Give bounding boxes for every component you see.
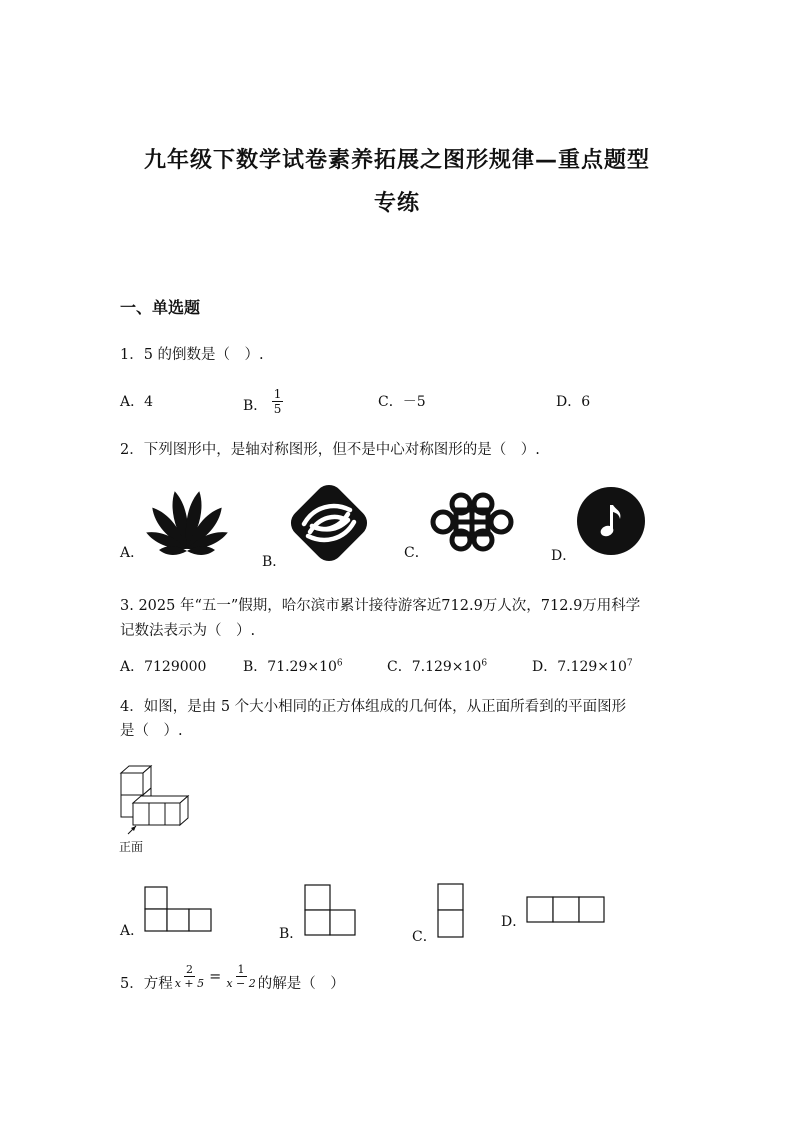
- section-heading: 一、单选题: [120, 298, 201, 317]
- q3-option-d-exponent: 7: [626, 658, 633, 669]
- q4-option-d: D．: [501, 914, 527, 930]
- q3-option-c-base: C．7.129×10: [387, 659, 482, 675]
- q1-option-c: C．－5: [378, 394, 426, 410]
- china-mobile-logo-icon: [286, 480, 372, 566]
- q5-fraction-left: [173, 964, 206, 989]
- q2-option-d: D．: [551, 548, 577, 564]
- q1-option-b: [243, 381, 283, 415]
- q1-fraction: [272, 388, 284, 415]
- q3-option-b: [243, 656, 343, 676]
- q3-option-a: A．7129000: [120, 659, 207, 675]
- q5-fraction-left-denominator: x + 5: [174, 977, 205, 990]
- q3-option-c: [387, 656, 487, 676]
- q3-option-c-exponent: 6: [481, 658, 488, 669]
- question-2-stem: 2．下列图形中，是轴对称图形，但不是中心对称图形的是（ ）.: [120, 442, 540, 458]
- q4-option-b-figure: [304, 884, 358, 938]
- q1-option-b-label: B．: [243, 398, 268, 414]
- q1-option-a: A．4: [120, 394, 154, 410]
- question-4-stem-line2: 是（ ）.: [120, 723, 183, 739]
- question-4-stem-line1: 4．如图，是由 5 个大小相同的正方体组成的几何体，从正面所看到的平面图形: [120, 699, 627, 715]
- q5-fraction-right: [224, 964, 257, 989]
- q3-option-b-exponent: 6: [336, 658, 343, 669]
- q5-suffix: 的解是（ ）: [257, 976, 345, 992]
- question-3-stem-line2: 记数法表示为（ ）.: [120, 623, 256, 639]
- q4-option-a: A．: [120, 923, 145, 939]
- q4-option-b: B．: [279, 926, 304, 942]
- question-1-stem: 1．5 的倒数是（ ）.: [120, 347, 264, 363]
- q5-prefix: 5．方程: [120, 976, 173, 992]
- q2-option-a: A．: [120, 545, 145, 561]
- cube-solid-figure: [118, 762, 192, 836]
- q3-option-b-base: B．71.29×10: [243, 659, 337, 675]
- q3-option-d: [532, 656, 633, 676]
- q4-option-a-figure: [144, 886, 212, 934]
- q1-fraction-numerator: 1: [273, 387, 282, 401]
- q1-fraction-denominator: 5: [273, 402, 282, 416]
- q4-option-c-figure: [437, 883, 465, 939]
- q2-option-c: C．: [404, 545, 429, 561]
- page-title-line2: 专练: [373, 191, 420, 216]
- huawei-logo-icon: [142, 487, 232, 555]
- q5-fraction-right-denominator: x − 2: [226, 977, 256, 990]
- q4-option-d-figure: [526, 896, 606, 924]
- china-unicom-knot-icon: [428, 489, 516, 555]
- q5-fraction-left-numerator: 2: [185, 963, 193, 976]
- q5-equals: =: [209, 968, 222, 985]
- q5-fraction-right-numerator: 1: [237, 963, 245, 976]
- front-view-label: 正面: [119, 840, 144, 854]
- page-title: 九年级下数学试卷素养拓展之图形规律—重点题型: [143, 148, 650, 173]
- q1-option-d: D．6: [556, 394, 591, 410]
- q2-option-b: B．: [262, 554, 287, 570]
- music-note-icon: [576, 486, 646, 556]
- question-5-stem: [120, 960, 345, 993]
- q3-option-d-base: D．7.129×10: [532, 659, 627, 675]
- q4-option-c: C．: [412, 929, 437, 945]
- question-3-stem-line1: 3. 2025 年“五一”假期，哈尔滨市累计接待游客近712.9万人次，712.9万用科学: [120, 598, 641, 614]
